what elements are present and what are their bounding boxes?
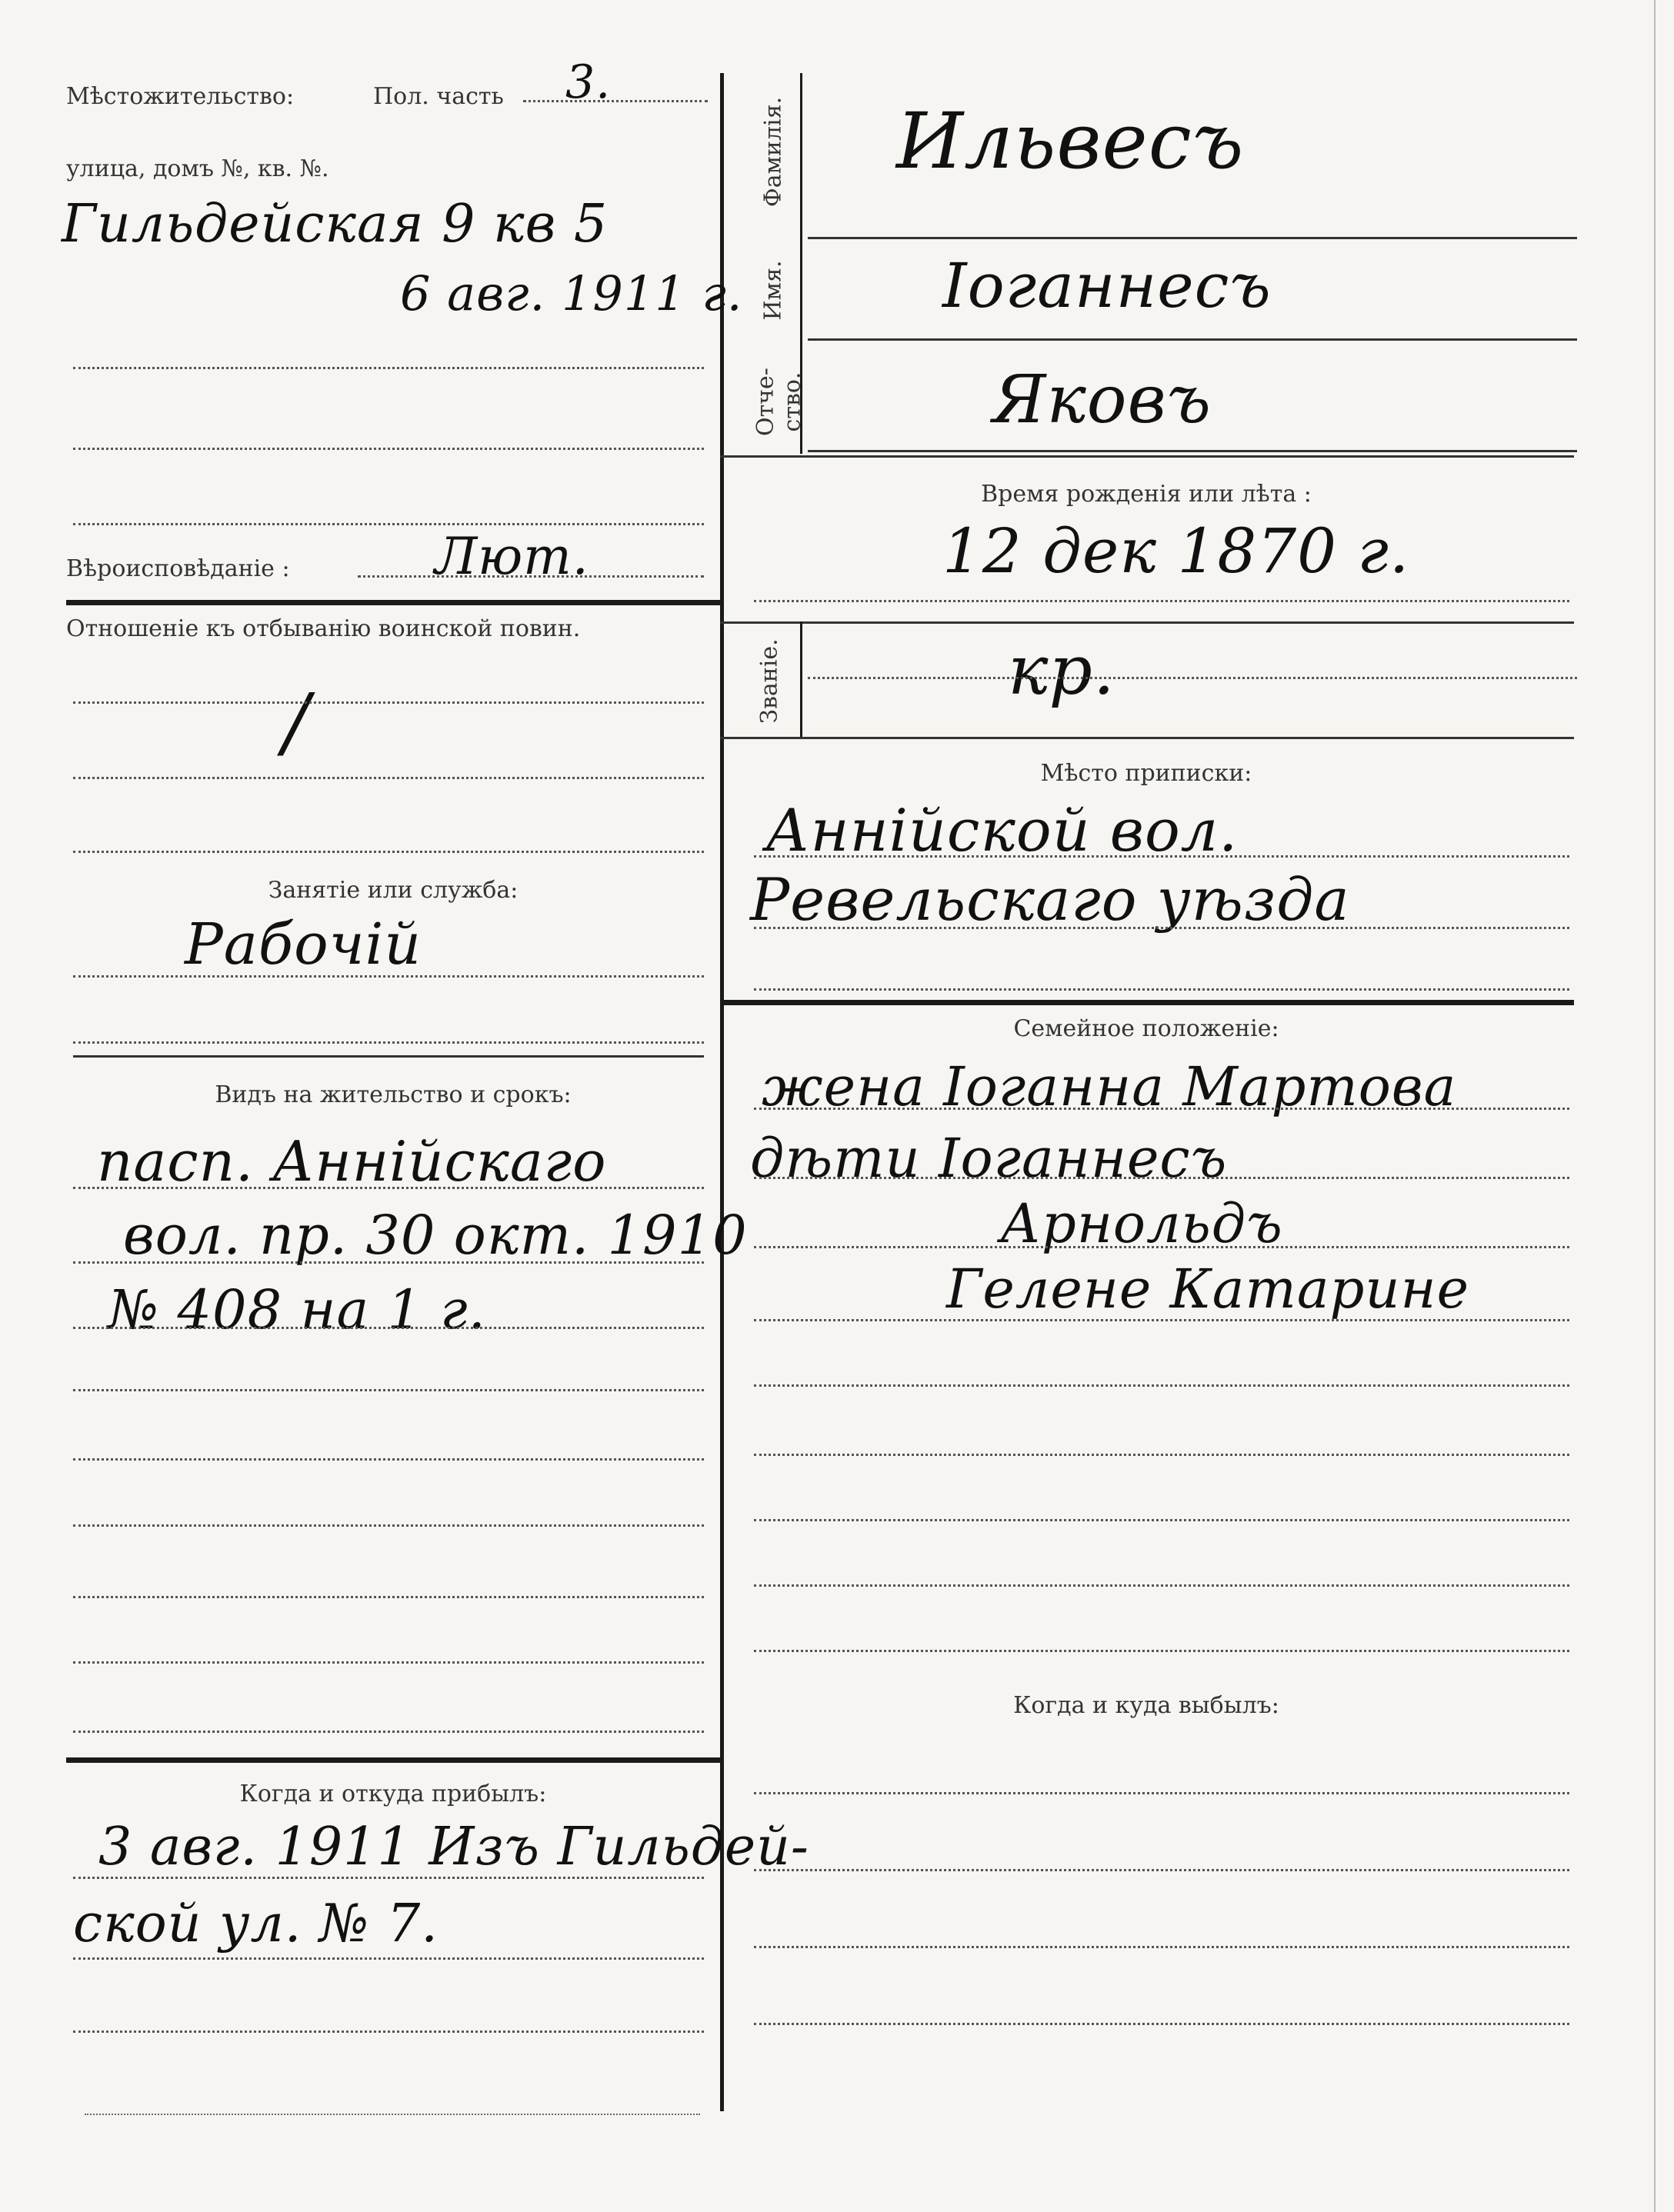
- family-dot-4: [754, 1319, 1569, 1321]
- departure-dot-4: [754, 2023, 1569, 2025]
- registration-line-2: Ревельскаго уѣзда: [750, 865, 1350, 934]
- street-label: улица, домъ №, кв. №.: [66, 155, 329, 182]
- permit-line-2: [73, 1261, 704, 1264]
- family-dot-5: [754, 1384, 1569, 1387]
- registration-dot-2: [754, 927, 1569, 929]
- family-label: Семейное положеніе:: [1013, 1015, 1279, 1042]
- religion-separator: [66, 600, 720, 605]
- street-line-1: [73, 367, 704, 369]
- military-label: Отношеніе къ отбыванію воинской повин.: [66, 615, 581, 642]
- birth-label: Время рожденія или лѣта :: [981, 481, 1312, 508]
- surname-line: [808, 237, 1577, 239]
- family-dot-7: [754, 1519, 1569, 1521]
- permit-line-9: [73, 1731, 704, 1733]
- occupation-separator: [73, 1055, 704, 1058]
- street-line-3: [73, 523, 704, 525]
- street-date: 6 авг. 1911 г.: [400, 265, 743, 321]
- occupation-value: Рабочій: [185, 911, 422, 978]
- occupation-line-1: [73, 975, 704, 978]
- family-line-4: Гелене Катарине: [946, 1258, 1469, 1321]
- footer-rule: [85, 2114, 700, 2115]
- residence-permit-line-1: пасп. Аннійскаго: [97, 1129, 607, 1194]
- registration-dot-1: [754, 855, 1569, 858]
- surname-value: Ильвесъ: [896, 96, 1245, 186]
- arrival-line-1: 3 авг. 1911 Изъ Гильдей-: [98, 1817, 809, 1877]
- family-dot-8: [754, 1584, 1569, 1587]
- rank-top: [720, 621, 1574, 624]
- right-edge: [1654, 0, 1656, 2212]
- street-value: Гильдейская 9 кв 5: [62, 194, 609, 255]
- military-value: /: [283, 677, 310, 767]
- arrival-line-2: ской ул. № 7.: [73, 1894, 439, 1954]
- center-divider: [720, 73, 724, 2111]
- patronymic-label-1: Отче-: [752, 368, 779, 436]
- religion-value: Лют.: [435, 527, 589, 586]
- military-line-2: [73, 777, 704, 779]
- rank-strip-divider: [800, 621, 802, 737]
- arrival-label: Когда и откуда прибылъ:: [239, 1781, 547, 1807]
- patronymic-bottom: [720, 455, 1574, 458]
- birth-line: [754, 600, 1569, 602]
- departure-label: Когда и куда выбылъ:: [1013, 1692, 1279, 1719]
- military-line-3: [73, 851, 704, 853]
- religion-label: Вѣроисповѣданіе :: [66, 555, 290, 582]
- street-line-2: [73, 448, 704, 450]
- rank-value: кр.: [1008, 631, 1115, 710]
- family-dot-1: [754, 1108, 1569, 1110]
- arrival-line-b: [73, 1957, 704, 1960]
- residence-label: Мѣстожительство:: [66, 83, 295, 110]
- permit-line-7: [73, 1596, 704, 1598]
- rank-bottom: [720, 737, 1574, 739]
- departure-dot-1: [754, 1792, 1569, 1794]
- patronymic-value: Яковъ: [992, 361, 1212, 438]
- permit-line-5: [73, 1458, 704, 1461]
- police-part-line: [523, 100, 708, 102]
- patronymic-label-2: ство.: [779, 371, 806, 432]
- occupation-line-2: [73, 1041, 704, 1044]
- religion-line: [358, 575, 704, 578]
- residence-permit-label: Видъ на жительство и срокъ:: [215, 1081, 572, 1108]
- family-line-1: жена Іоганна Мартова: [762, 1055, 1457, 1118]
- name-label: Имя.: [759, 260, 787, 321]
- permit-line-3: [73, 1327, 704, 1329]
- permit-line-8: [73, 1661, 704, 1664]
- name-line: [808, 338, 1577, 341]
- permit-line-1: [73, 1187, 704, 1189]
- departure-dot-2: [754, 1869, 1569, 1871]
- permit-line-4: [73, 1389, 704, 1391]
- rank-line: [808, 677, 1577, 679]
- registration-dot-3: [754, 988, 1569, 991]
- permit-line-6: [73, 1524, 704, 1527]
- patronymic-line: [808, 450, 1577, 452]
- military-line-1: [73, 701, 704, 704]
- family-dot-3: [754, 1246, 1569, 1248]
- surname-label: Фамилія.: [759, 96, 787, 208]
- family-dot-2: [754, 1177, 1569, 1179]
- rank-label: Званіе.: [755, 638, 783, 724]
- arrival-separator: [66, 1757, 720, 1763]
- registration-line-1: Аннійской вол.: [765, 796, 1239, 864]
- registration-bottom: [720, 1000, 1574, 1005]
- arrival-line-a: [73, 1877, 704, 1879]
- family-line-2: дѣти Іоганнесъ: [750, 1127, 1228, 1190]
- birth-value: 12 дек 1870 г.: [942, 515, 1410, 587]
- police-part-value: 3.: [565, 55, 612, 109]
- departure-dot-3: [754, 1946, 1569, 1948]
- registration-label: Мѣсто приписки:: [1040, 760, 1252, 787]
- family-dot-6: [754, 1454, 1569, 1456]
- family-line-3: Арнольдъ: [1000, 1192, 1283, 1255]
- arrival-line-c: [73, 2030, 704, 2033]
- occupation-label: Занятіе или служба:: [268, 877, 519, 904]
- police-part-label: Пол. часть: [373, 83, 504, 110]
- residence-permit-line-3: № 408 на 1 г.: [108, 1278, 486, 1341]
- name-value: Іоганнесъ: [942, 250, 1272, 321]
- residence-permit-line-2: вол. пр. 30 окт. 1910: [123, 1204, 748, 1267]
- family-dot-9: [754, 1650, 1569, 1652]
